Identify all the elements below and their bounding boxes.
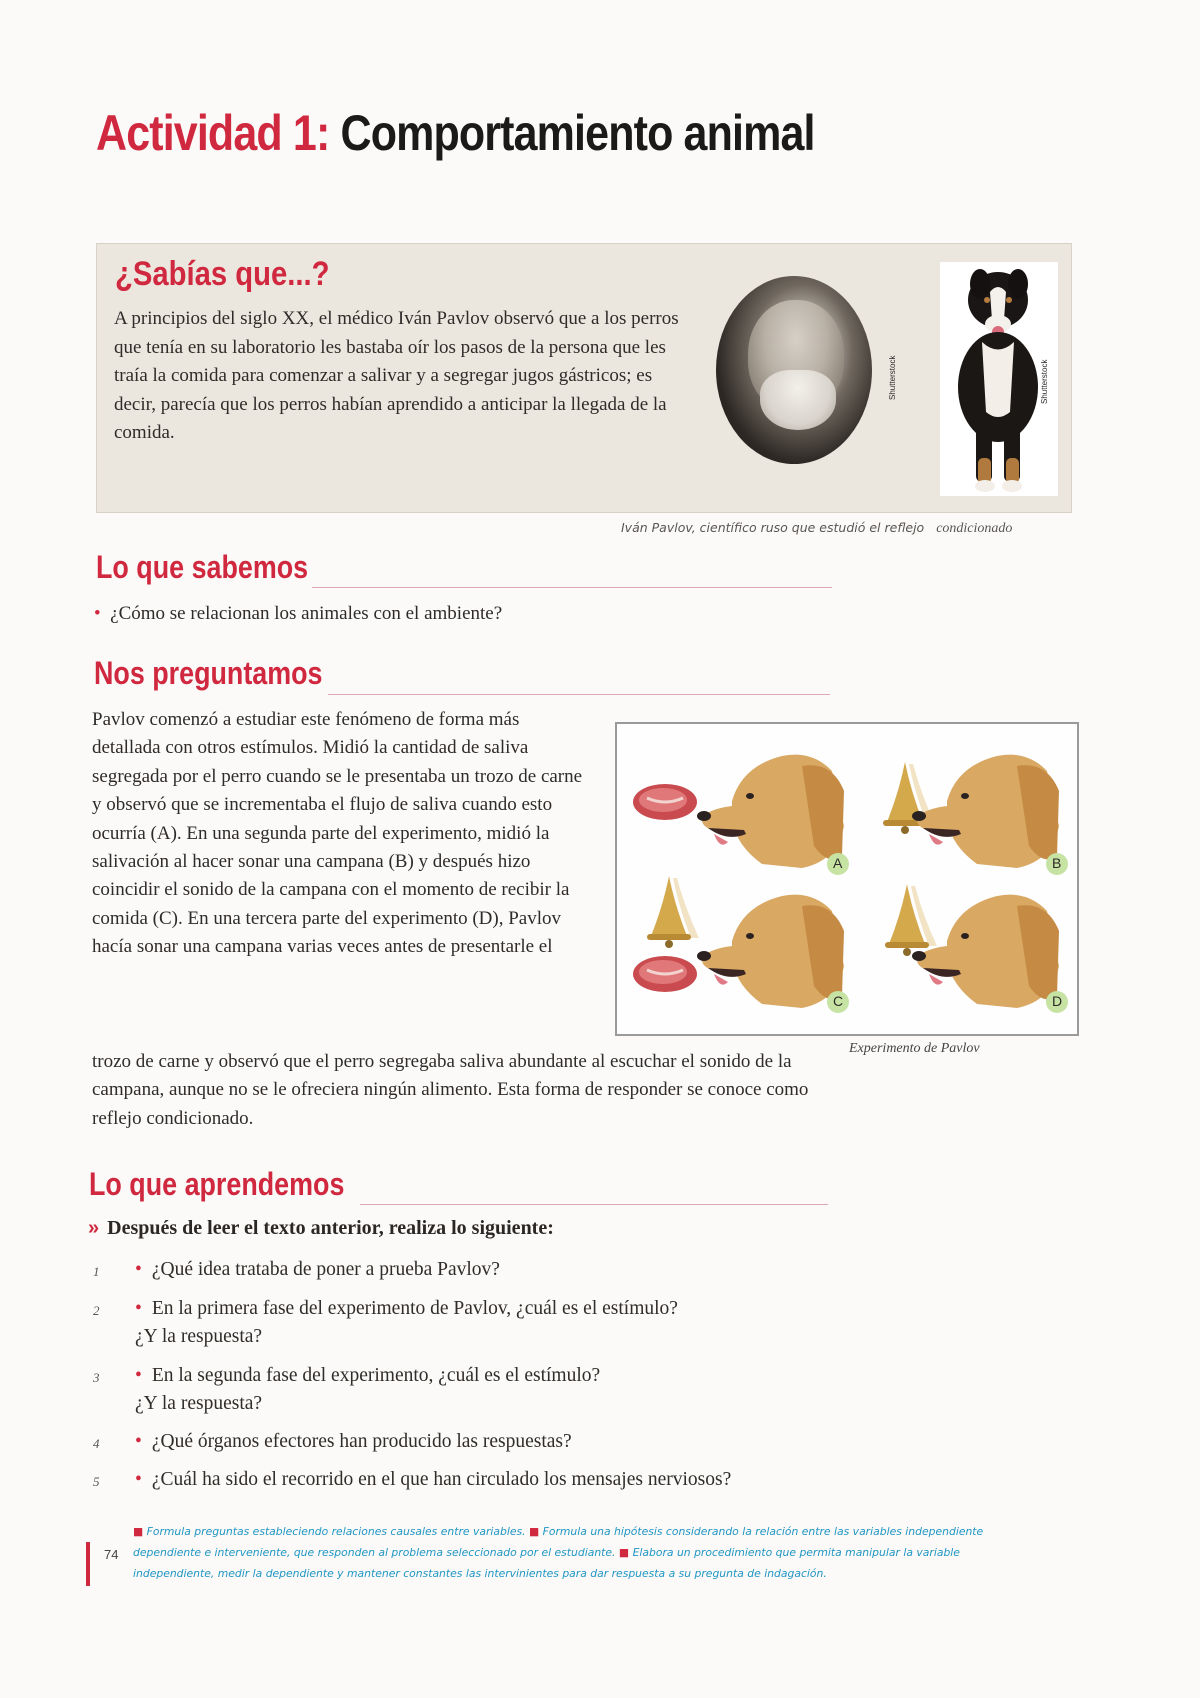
title-main: Comportamiento animal [340, 105, 815, 161]
aprendemos-rule [360, 1204, 828, 1205]
question-5: 5 • ¿Cuál ha sido el recorrido en el que han circulado los mensajes nerviosos? [93, 1469, 732, 1490]
label-b: B [1045, 852, 1069, 881]
preguntamos-heading: Nos preguntamos [94, 655, 323, 691]
label-c: C [826, 990, 850, 1019]
sabemos-heading: Lo que sabemos [96, 549, 309, 585]
label-d: D [1045, 990, 1069, 1019]
sabias-text: A principios del siglo XX, el médico Iván Pavlov observó que a los perros que tenía en su laboratorio les bastaba oír los pasos de la persona que les traía la comida para comenzar a salivar y a segregar jugos gástricos; es decir, parecía que los perros habían aprendido a anticipar la llegada de la comida. [114, 308, 679, 443]
footer-bar [86, 1542, 90, 1586]
question-3: 3 • En la segunda fase del experimento, ¿cuál es el estímulo? ¿Y la respuesta? [93, 1365, 601, 1414]
lead-text: Después de leer el texto anterior, realiza lo siguiente: [107, 1217, 554, 1239]
pavlov-beard [760, 370, 836, 430]
aprendemos-heading: Lo que aprendemos [89, 1166, 345, 1202]
preguntamos-text-narrow: Pavlov comenzó a estudiar este fenómeno de forma más detallada con otros estímulos. Midió la cantidad de saliva segregada por el perro cuando se le presentaba un trozo de carne y observó que se incrementaba el flujo de saliva cuando esto ocurría (A). En una segunda parte del experimento, midió la salivación al hacer sonar una campana (B) y después hizo coincidir el sonido de la campana con el momento de recibir la comida (C). En una tercera parte del experimento (D), Pavlov hacía sonar una campana varias veces antes de presentarle el [92, 709, 583, 958]
footer-note-2: Formula una hipótesis considerando la relación entre las variables independiente dependiente e interveniente, que responden al problema seleccionado por el estudiante. [133, 1525, 984, 1559]
page-number: 74 [104, 1547, 119, 1562]
experiment-figure [615, 722, 1079, 1036]
aprendemos-lead [88, 1217, 554, 1240]
footer-note-1: Formula preguntas estableciendo relaciones causales entre variables. [146, 1525, 526, 1538]
preguntamos-text-wide: trozo de carne y observó que el perro segregaba saliva abundante al escuchar el sonido de la campana, aunque no se le ofreciera ningún alimento. Esta forma de responder se conoce como reflejo condicionado. [92, 1051, 809, 1129]
photo-caption-end: condicionado [936, 521, 1013, 536]
sabemos-question: ¿Cómo se relacionan los animales con el ambiente? [110, 603, 503, 624]
sabias-heading: ¿Sabías que...? [115, 255, 330, 293]
photo-credit-dog: Shutterstock [1040, 359, 1049, 404]
question-1: 1 • ¿Qué idea trataba de poner a prueba Pavlov? [93, 1259, 500, 1280]
sabemos-rule [312, 587, 832, 588]
footer-notes: ■ Formula preguntas estableciendo relaciones causales entre variables. ■ Formula una hipótesis considerando la relación entre las variables independiente dependiente e interveniente, que responden al problema seleccionado por el estudiante. ■ Elabora un procedimiento que permita manipular la variable independiente, medir la dependiente y mantener constantes las intervinientes para dar respuesta a su pregunta de indagación. [133, 1525, 984, 1580]
bullet: • [94, 603, 101, 624]
preguntamos-rule [328, 694, 830, 695]
title-prefix: Actividad 1: [96, 105, 330, 161]
photo-caption-main: Iván Pavlov, científico ruso que estudió el reflejo [621, 520, 925, 535]
photo-credit-portrait: Shutterstock [888, 355, 897, 400]
figure-caption: Experimento de Pavlov [849, 1041, 980, 1056]
sabemos-item [94, 600, 502, 628]
page-title [96, 104, 815, 162]
question-4: 4 • ¿Qué órganos efectores han producido las respuestas? [93, 1431, 572, 1452]
lead-mark: » [88, 1217, 98, 1239]
question-2: 2 • En la primera fase del experimento de Pavlov, ¿cuál es el estímulo? ¿Y la respuesta? [93, 1298, 678, 1347]
label-a: A [826, 852, 850, 881]
footer-note-3: Elabora un procedimiento que permita manipular la variable independiente, medir la dependiente y mantener constantes las intervinientes para dar respuesta a su pregunta de indagación. [133, 1546, 960, 1580]
photo-caption [621, 520, 1012, 537]
